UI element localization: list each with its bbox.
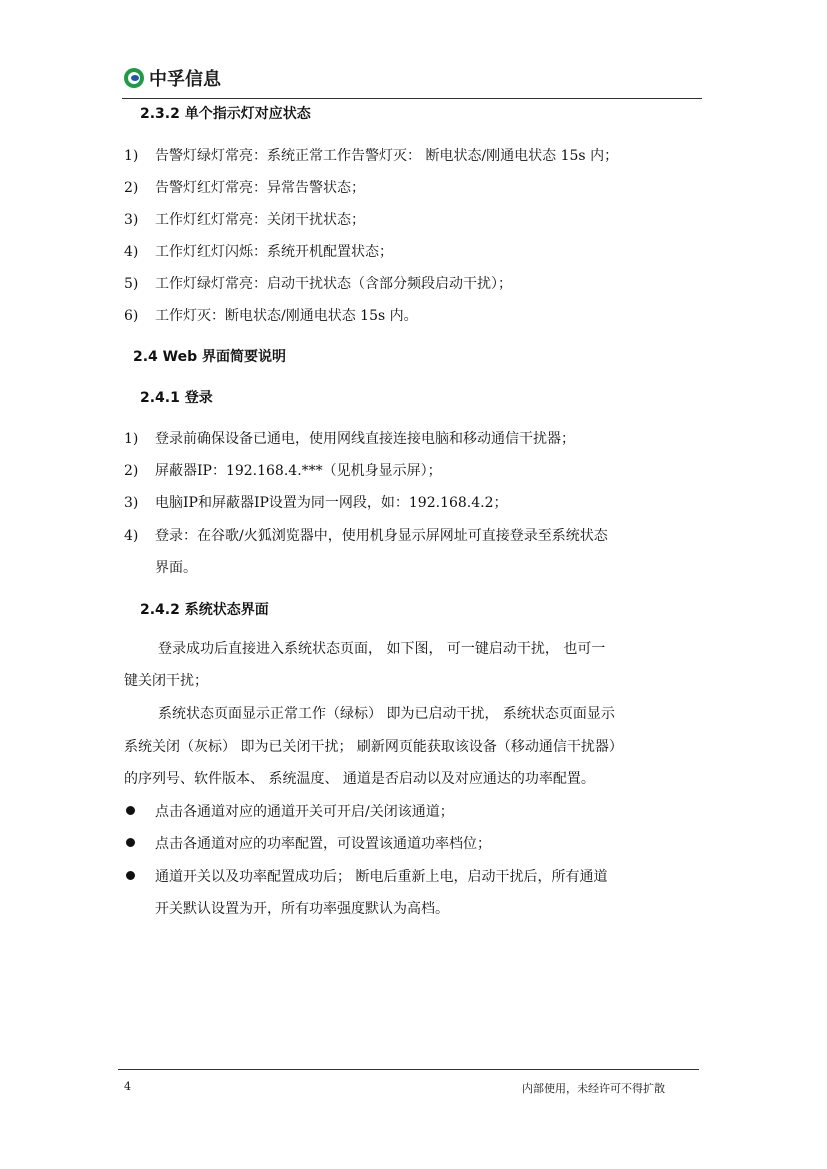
list-item: 4) 工作灯红灯闪烁：系统开机配置状态； [124, 244, 393, 260]
bullet-item: 点击各通道对应的通道开关可开启/关闭该通道； [124, 801, 454, 821]
bullet-continuation: 开关默认设置为开，所有功率强度默认为高档。 [155, 901, 449, 917]
list-item: 6) 工作灯灭：断电状态/刚通电状态 15s 内。 [124, 308, 418, 324]
heading-2-3-2: 2.3.2 单个指示灯对应状态 [140, 106, 311, 122]
paragraph-line: 系统关闭（灰标） 即为已关闭干扰； 刷新网页能获取该设备（移动通信干扰器） [124, 739, 623, 755]
company-logo [124, 66, 221, 90]
heading-2-4: 2.4 Web 界面简要说明 [133, 349, 287, 365]
list-item: 3) 工作灯红灯常亮：关闭干扰状态； [124, 212, 365, 228]
paragraph-line: 的序列号、软件版本、 系统温度、 通道是否启动以及对应通达的功率配置。 [124, 771, 595, 787]
list-item: 3) 电脑IP和屏蔽器IP设置为同一网段，如：192.168.4.2； [124, 495, 508, 511]
bullet-icon [126, 838, 135, 847]
bullet-icon [126, 806, 135, 815]
heading-2-4-2: 2.4.2 系统状态界面 [140, 602, 269, 618]
bullet-icon [126, 871, 135, 880]
header-rule [122, 98, 702, 99]
list-item-continuation: 界面。 [155, 560, 197, 576]
footer-rule [118, 1069, 699, 1070]
paragraph-line: 键关闭干扰； [124, 673, 208, 689]
list-item: 4) 登录：在谷歌/火狐浏览器中，使用机身显示屏网址可直接登录至系统状态 [124, 528, 608, 544]
list-item: 2) 告警灯红灯常亮：异常告警状态； [124, 180, 365, 196]
list-item: 1) 告警灯绿灯常亮：系统正常工作告警灯灭： 断电状态/刚通电状态 15s 内； [124, 148, 619, 164]
list-item: 2) 屏蔽器IP：192.168.4.***（见机身显示屏）； [124, 463, 442, 479]
list-item: 5) 工作灯绿灯常亮：启动干扰状态（含部分频段启动干扰）； [124, 276, 512, 292]
list-item: 1) 登录前确保设备已通电，使用网线直接连接电脑和移动通信干扰器； [124, 431, 575, 447]
paragraph-line: 系统状态页面显示正常工作（绿标） 即为已启动干扰， 系统状态页面显示 [158, 706, 615, 722]
page-number: 4 [124, 1080, 131, 1093]
logo-icon [124, 68, 144, 88]
footer-notice: 内部使用，未经许可不得扩散 [522, 1082, 665, 1095]
heading-2-4-1: 2.4.1 登录 [140, 390, 213, 406]
bullet-item: 通道开关以及功率配置成功后； 断电后重新上电，启动干扰后，所有通道 [124, 866, 607, 886]
paragraph-line: 登录成功后直接进入系统状态页面， 如下图， 可一键启动干扰， 也可一 [158, 641, 606, 657]
bullet-item: 点击各通道对应的功率配置，可设置该通道功率档位； [124, 833, 491, 853]
logo-text: 中孚信息 [149, 69, 221, 90]
